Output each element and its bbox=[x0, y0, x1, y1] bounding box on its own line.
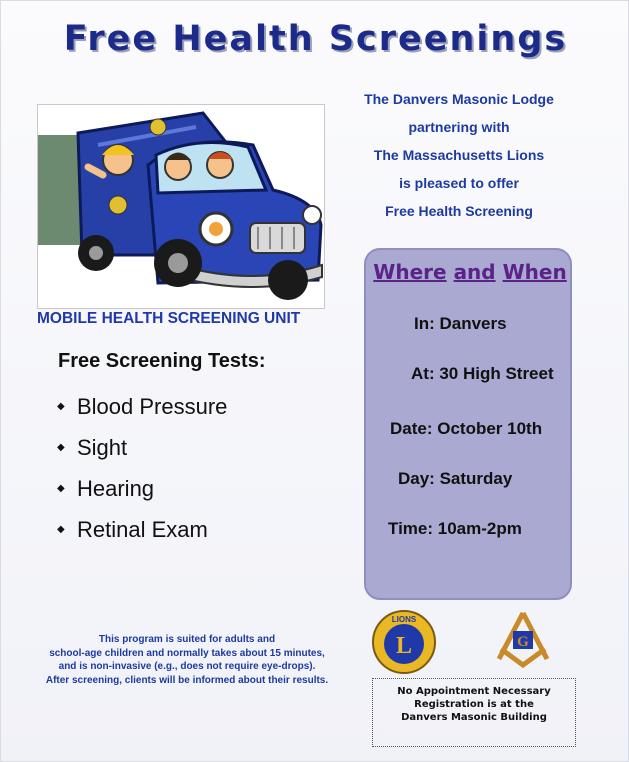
notice-line: No Appointment Necessary bbox=[397, 686, 551, 697]
bullet-icon: ◆ bbox=[57, 483, 65, 494]
tests-list bbox=[57, 386, 227, 550]
truck-icon bbox=[38, 105, 324, 308]
note-line: school-age children and normally takes about 15 minutes, bbox=[49, 647, 325, 659]
note-line: This program is suited for adults and bbox=[98, 634, 276, 645]
partner-line: is pleased to offer bbox=[399, 175, 519, 191]
heading-word: Where bbox=[373, 260, 447, 284]
test-label: Retinal Exam bbox=[77, 516, 208, 542]
program-note bbox=[37, 633, 337, 687]
heading-word: When bbox=[502, 260, 567, 284]
event-day: Day: Saturday bbox=[398, 469, 513, 488]
bullet-icon: ◆ bbox=[57, 401, 65, 412]
heading-word: and bbox=[453, 260, 496, 284]
test-label: Hearing bbox=[77, 475, 155, 501]
test-label: Blood Pressure bbox=[77, 393, 228, 419]
lions-emblem-icon bbox=[371, 609, 437, 675]
notice-line: Registration is at the bbox=[414, 699, 534, 710]
square-compass-icon bbox=[493, 609, 553, 669]
bullet-icon: ◆ bbox=[57, 442, 65, 453]
location-city: In: Danvers bbox=[414, 314, 507, 333]
appointment-notice bbox=[372, 678, 576, 747]
partner-line: partnering with bbox=[408, 119, 510, 135]
location-address: At: 30 High Street bbox=[411, 364, 554, 383]
note-line: and is non-invasive (e.g., does not require eye-drops). bbox=[58, 661, 316, 672]
list-item bbox=[57, 468, 227, 509]
bullet-icon: ◆ bbox=[57, 524, 65, 535]
partner-line: The Danvers Masonic Lodge bbox=[364, 91, 554, 107]
list-item bbox=[57, 427, 227, 468]
masonic-logo-letter: G bbox=[517, 634, 529, 650]
mobile-unit-illustration bbox=[37, 104, 325, 309]
partner-line: The Massachusetts Lions bbox=[373, 147, 545, 163]
event-date: Date: October 10th bbox=[390, 419, 543, 438]
note-line: After screening, clients will be informed about their results. bbox=[45, 674, 329, 686]
lions-logo-letter: L bbox=[395, 633, 413, 659]
lions-logo-text: LIONS bbox=[391, 615, 417, 624]
notice-line: Danvers Masonic Building bbox=[401, 712, 547, 723]
tests-heading: Free Screening Tests: bbox=[58, 350, 266, 372]
list-item bbox=[57, 509, 227, 550]
event-time: Time: 10am-2pm bbox=[388, 519, 522, 538]
page-title: Free Health Screenings bbox=[63, 19, 568, 59]
image-caption: MOBILE HEALTH SCREENING UNIT bbox=[37, 310, 301, 327]
partner-line: Free Health Screening bbox=[385, 203, 533, 219]
list-item bbox=[57, 386, 227, 427]
masonic-logo bbox=[493, 609, 553, 674]
partner-statement bbox=[341, 85, 577, 225]
test-label: Sight bbox=[77, 434, 128, 460]
lions-logo bbox=[371, 609, 437, 680]
where-when-heading bbox=[367, 260, 573, 284]
